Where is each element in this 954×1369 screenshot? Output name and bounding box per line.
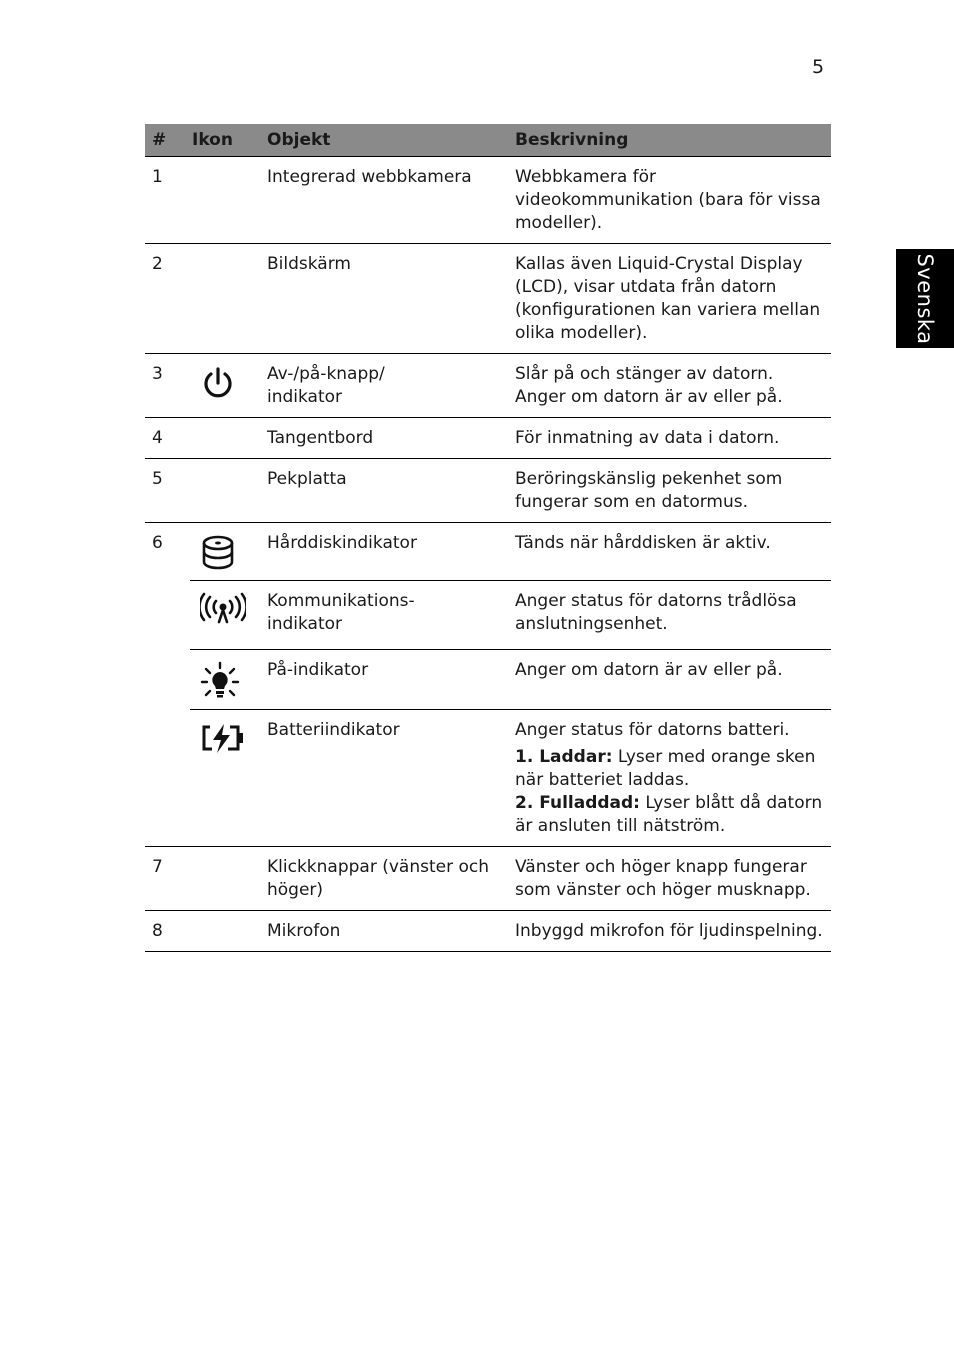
- row-item: Av-/på-knapp/ indikator: [267, 354, 515, 418]
- row-description: Anger status för datorns trådlösa anslutningsenhet.: [515, 581, 831, 650]
- header-num: #: [145, 124, 190, 157]
- row-item: Hårddiskindikator: [267, 523, 515, 581]
- row-description: För inmatning av data i datorn.: [515, 418, 831, 459]
- row-description: Inbyggd mikrofon för ljudinspelning.: [515, 911, 831, 952]
- row-item: Kommunikations-indikator: [267, 581, 515, 650]
- note-text: Lyser blått då datorn är ansluten till nätström.: [515, 793, 823, 836]
- row-description: Anger om datorn är av eller på.: [515, 650, 831, 710]
- page-number: 5: [812, 56, 825, 78]
- row-item: Pekplatta: [267, 459, 515, 523]
- row-item: Klickknappar (vänster och höger): [267, 847, 515, 911]
- row-number: 4: [145, 418, 190, 459]
- power-light-icon: [200, 661, 240, 701]
- power-icon: [200, 365, 236, 401]
- row-number: 2: [145, 244, 190, 354]
- row-item: Tangentbord: [267, 418, 515, 459]
- table-row: [145, 244, 831, 354]
- note-label: 1. Laddar:: [515, 747, 613, 767]
- row-number: 1: [145, 157, 190, 244]
- battery-note-charging: [515, 746, 825, 792]
- row-description: Beröringskänslig pekenhet som fungerar som en datormus.: [515, 459, 831, 523]
- header-description: Beskrivning: [515, 124, 831, 157]
- table-row: [145, 354, 831, 418]
- row-number: 8: [145, 911, 190, 952]
- row-description: Webbkamera för videokommunikation (bara för vissa modeller).: [515, 157, 831, 244]
- row-item: Integrerad webbkamera: [267, 157, 515, 244]
- table-row: [145, 650, 831, 710]
- battery-note-full: [515, 792, 825, 838]
- hdd-icon: [200, 534, 236, 572]
- table-row: [145, 581, 831, 650]
- battery-icon: [200, 721, 246, 755]
- header-item: Objekt: [267, 124, 515, 157]
- header-icon: Ikon: [190, 124, 267, 157]
- language-tab: [896, 249, 954, 348]
- note-text: Lyser med orange sken när batteriet laddas.: [515, 747, 816, 790]
- table-row: [145, 157, 831, 244]
- row-number: 3: [145, 354, 190, 418]
- row-item: Batteriindikator: [267, 710, 515, 847]
- row-description: Vänster och höger knapp fungerar som vänster och höger musknapp.: [515, 847, 831, 911]
- wireless-icon: [200, 592, 246, 626]
- language-tab-label: Svenska: [913, 252, 937, 345]
- note-label: 2. Fulladdad:: [515, 793, 640, 813]
- row-description: Slår på och stänger av datorn. Anger om datorn är av eller på.: [515, 354, 831, 418]
- component-table: [145, 124, 831, 952]
- row-description: Anger status för datorns batteri.: [515, 720, 790, 740]
- row-number: 7: [145, 847, 190, 911]
- row-item: Bildskärm: [267, 244, 515, 354]
- table-row: [145, 459, 831, 523]
- row-description: Tänds när hårddisken är aktiv.: [515, 523, 831, 581]
- table-row: [145, 911, 831, 952]
- row-item: Mikrofon: [267, 911, 515, 952]
- row-item: På-indikator: [267, 650, 515, 710]
- table-row: [145, 523, 831, 581]
- table-row: [145, 710, 831, 847]
- table-header-row: [145, 124, 831, 157]
- row-number: 5: [145, 459, 190, 523]
- table-row: [145, 418, 831, 459]
- row-number: 6: [145, 523, 190, 847]
- row-description: Kallas även Liquid-Crystal Display (LCD), visar utdata från datorn (konfigurationen kan variera mellan olika modeller).: [515, 244, 831, 354]
- table-row: [145, 847, 831, 911]
